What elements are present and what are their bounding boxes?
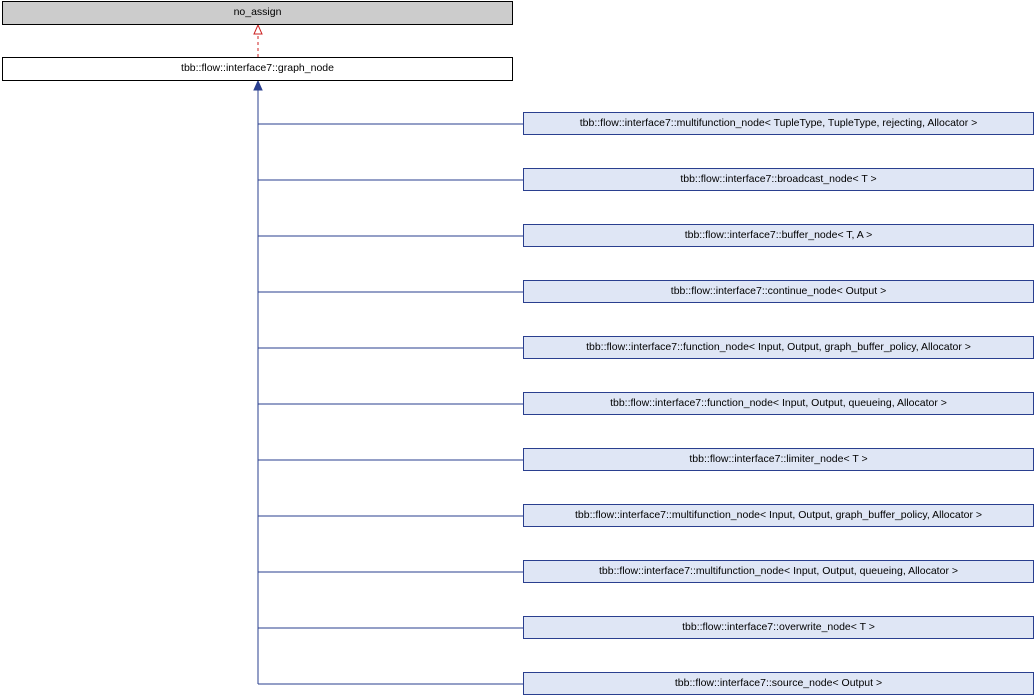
node-label: tbb::flow::interface7::function_node< Input, Output, graph_buffer_policy, Allocator >	[586, 340, 971, 353]
node-label: tbb::flow::interface7::broadcast_node< T >	[680, 172, 877, 185]
node-label: tbb::flow::interface7::function_node< Input, Output, queueing, Allocator >	[610, 396, 947, 409]
node-label: tbb::flow::interface7::multifunction_node< Input, Output, graph_buffer_policy, Allocator >	[574, 508, 983, 521]
node-graph-node[interactable]	[2, 57, 513, 81]
node-label: tbb::flow::interface7::overwrite_node< T >	[682, 620, 875, 633]
node-continue-node[interactable]	[523, 280, 1034, 303]
node-no-assign[interactable]	[2, 1, 513, 25]
node-overwrite-node[interactable]	[523, 616, 1034, 639]
node-label: tbb::flow::interface7::multifunction_node< TupleType, TupleType, rejecting, Allocator >	[579, 116, 978, 129]
node-multifunction-node-graph-buffer-policy[interactable]	[523, 504, 1034, 527]
node-buffer-node[interactable]	[523, 224, 1034, 247]
node-broadcast-node[interactable]	[523, 168, 1034, 191]
node-label: tbb::flow::interface7::limiter_node< T >	[689, 452, 868, 465]
node-multifunction-node-queueing[interactable]	[523, 560, 1034, 583]
node-function-node-graph-buffer-policy[interactable]	[523, 336, 1034, 359]
node-label: tbb::flow::interface7::source_node< Output >	[674, 676, 883, 689]
node-limiter-node[interactable]	[523, 448, 1034, 471]
node-multifunction-node-tuple[interactable]	[523, 112, 1034, 135]
node-label: tbb::flow::interface7::continue_node< Output >	[670, 284, 887, 297]
node-label: tbb::flow::interface7::graph_node	[181, 62, 334, 75]
edge-graph-node-to-no-assign	[254, 25, 262, 57]
edge-trunk-to-graph-node	[254, 81, 262, 124]
node-source-node[interactable]	[523, 672, 1034, 695]
node-label: tbb::flow::interface7::multifunction_node< Input, Output, queueing, Allocator >	[599, 564, 958, 577]
node-function-node-queueing[interactable]	[523, 392, 1034, 415]
node-label: tbb::flow::interface7::buffer_node< T, A >	[684, 228, 873, 241]
node-label: no_assign	[233, 6, 282, 19]
